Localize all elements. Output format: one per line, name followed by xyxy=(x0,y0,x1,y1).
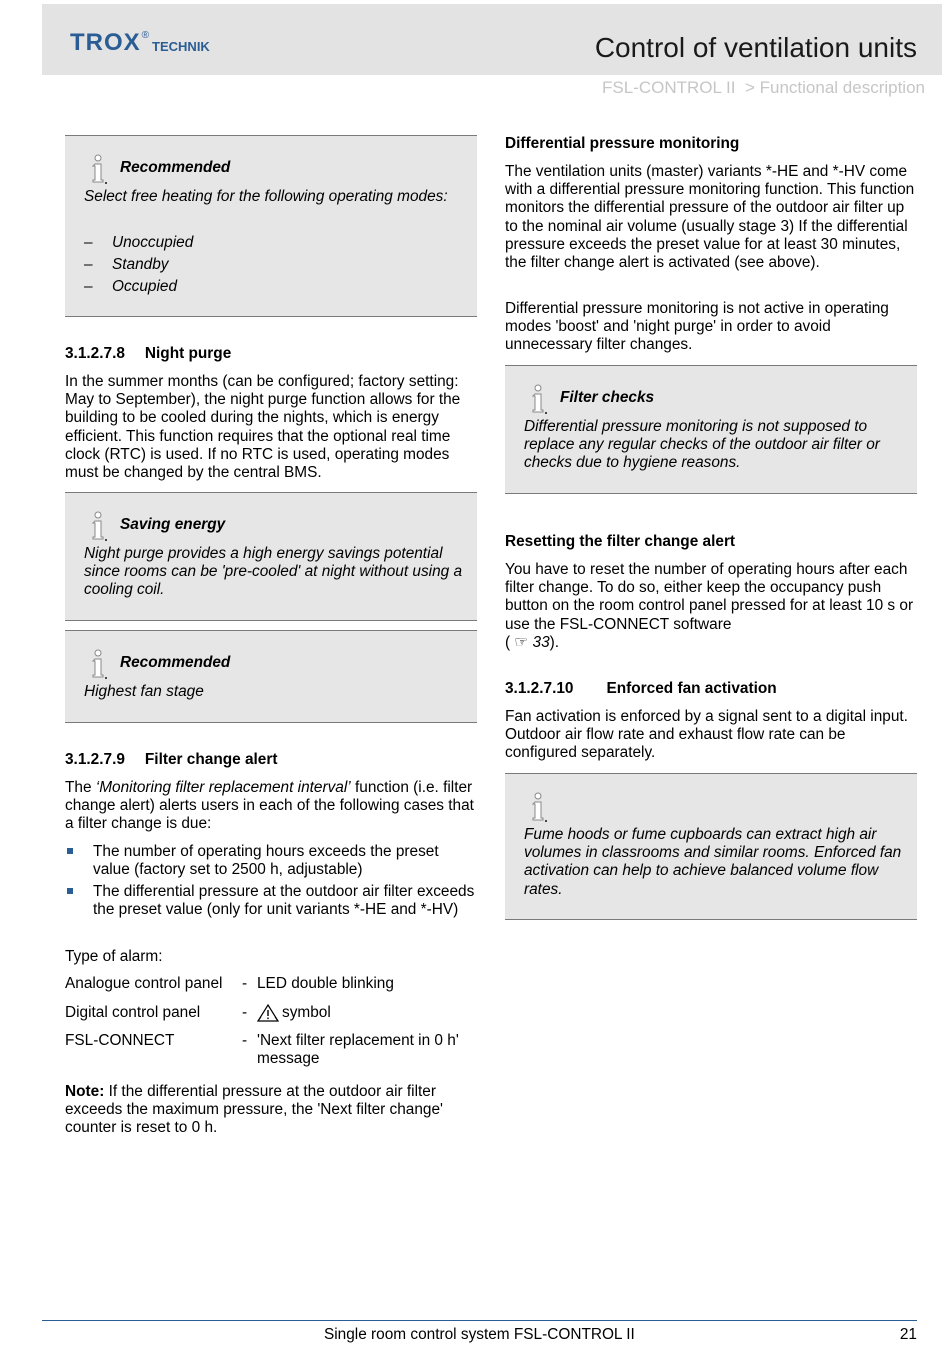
night-purge-text: In the summer months (can be configured; factory setting: May to September), the night purge function allows for the building to be cooled during the nights, which is energy efficient. This function requires that the optional real time clock (RTC) is used. If no RTC is used, operating modes must be changed by the central BMS. xyxy=(65,373,461,482)
info-icon xyxy=(90,649,110,681)
section-heading-filter-change-alert: 3.1.2.7.9 Filter change alert xyxy=(65,751,278,768)
info-icon xyxy=(530,384,550,416)
alarm-device: FSL-CONNECT xyxy=(65,1032,175,1049)
breadcrumb-section: FSL-CONTROL II xyxy=(602,78,736,97)
list-item: – Standby xyxy=(84,256,169,273)
note-title: Saving energy xyxy=(120,516,226,533)
saving-energy-note xyxy=(65,492,477,621)
info-icon xyxy=(90,154,110,186)
fume-hood-note xyxy=(505,773,917,920)
list-item: The differential pressure at the outdoor air filter exceeds the preset value (only for unit variants *-HE and *-HV) xyxy=(93,883,475,919)
recommended-note-fan-stage xyxy=(65,630,477,723)
note-body: Night purge provides a high energy savings potential since rooms can be 'pre-cooled' at night without using a cooling coil. xyxy=(84,545,463,599)
reset-filter-alert-text: You have to reset the number of operating hours after each filter change. To do so, either keep the occupancy push button on the room control panel pressed for at least 10 s or use the FSL-CONNECT software ( ☞ 33). xyxy=(505,561,914,651)
alarm-dash: - xyxy=(242,975,248,992)
section-heading-reset-filter-alert: Resetting the filter change alert xyxy=(505,533,736,550)
bullet-icon xyxy=(67,888,73,894)
page-reference-icon: ☞ xyxy=(514,633,529,651)
info-icon xyxy=(90,511,110,543)
note-title: Recommended xyxy=(120,159,231,176)
logo-registered-mark: ® xyxy=(141,30,150,41)
bullet-icon xyxy=(67,848,73,854)
diff-pressure-text-2: Differential pressure monitoring is not active in operating modes 'boost' and 'night purge' in order to avoid unnecessary filter changes. xyxy=(505,300,889,354)
logo-subtitle: TECHNIK xyxy=(152,39,210,54)
list-item: – Occupied xyxy=(84,278,178,295)
breadcrumb-separator: > xyxy=(744,78,755,97)
alarm-signal: LED double blinking xyxy=(257,975,394,992)
alarm-device: Digital control panel xyxy=(65,1004,201,1021)
page-header xyxy=(42,4,942,75)
breadcrumb xyxy=(602,78,925,98)
alarm-dash: - xyxy=(242,1004,248,1021)
note-title: Filter checks xyxy=(560,389,655,406)
alarm-device: Analogue control panel xyxy=(65,975,223,992)
alarm-signal: symbol xyxy=(282,1004,331,1021)
list-item: The number of operating hours exceeds the preset value (factory set to 2500 h, adjustable) xyxy=(93,843,439,879)
filter-alert-note: Note: If the differential pressure at the outdoor air filter exceeds the maximum pressure, the 'Next filter change' counter is reset to 0 h. xyxy=(65,1083,443,1137)
note-body: Differential pressure monitoring is not supposed to replace any regular checks of the outdoor air filter or checks due to hygiene reasons. xyxy=(524,418,880,472)
diff-pressure-text-1: The ventilation units (master) variants *-HE and *-HV come with a differential pressure monitoring function. This function monitors the differential pressure of the outdoor air filter up to the nominal air volume (usually stage 3) If the differential pressure exceeds the preset value for at least 30 minutes, the filter change alert is activated (see above). xyxy=(505,163,915,272)
page-number: 21 xyxy=(899,1326,917,1343)
logo-brand: TROX xyxy=(70,29,141,56)
section-heading-night-purge: 3.1.2.7.8 Night purge xyxy=(65,345,232,362)
list-item: – Unoccupied xyxy=(84,234,194,251)
footer-divider xyxy=(42,1320,917,1321)
warning-icon xyxy=(257,1004,279,1022)
section-heading-differential-pressure: Differential pressure monitoring xyxy=(505,135,740,152)
section-heading-enforced-fan-activation: 3.1.2.7.10 Enforced fan activation xyxy=(505,680,777,697)
filter-checks-note xyxy=(505,365,917,494)
note-title: Recommended xyxy=(120,654,231,671)
document-title: Control of ventilation units xyxy=(594,32,917,63)
alarm-signal: 'Next filter replacement in 0 h' message xyxy=(257,1032,459,1068)
enforced-fan-text: Fan activation is enforced by a signal sent to a digital input. Outdoor air flow rate and exhaust flow rate can be configured separately. xyxy=(505,708,908,762)
info-icon xyxy=(530,792,550,824)
breadcrumb-page: Functional description xyxy=(759,78,925,97)
filter-alert-intro: The ‘Monitoring filter replacement interval’ function (i.e. filter change alert) alerts users in each of the following cases that a filter change is due: xyxy=(65,779,474,833)
note-body: Fume hoods or fume cupboards can extract high air volumes in classrooms and similar rooms. Enforced fan activation can help to achieve balanced volume flow rates. xyxy=(524,826,902,898)
alarm-type-label: Type of alarm: xyxy=(65,948,163,965)
alarm-dash: - xyxy=(242,1032,248,1049)
recommended-note-free-heating xyxy=(65,135,477,317)
trox-logo xyxy=(70,31,210,55)
note-body: Highest fan stage xyxy=(84,683,204,700)
page-reference[interactable]: 33 xyxy=(532,633,550,651)
note-body: Select free heating for the following operating modes: xyxy=(84,188,448,205)
footer-title: Single room control system FSL-CONTROL II xyxy=(324,1326,635,1343)
